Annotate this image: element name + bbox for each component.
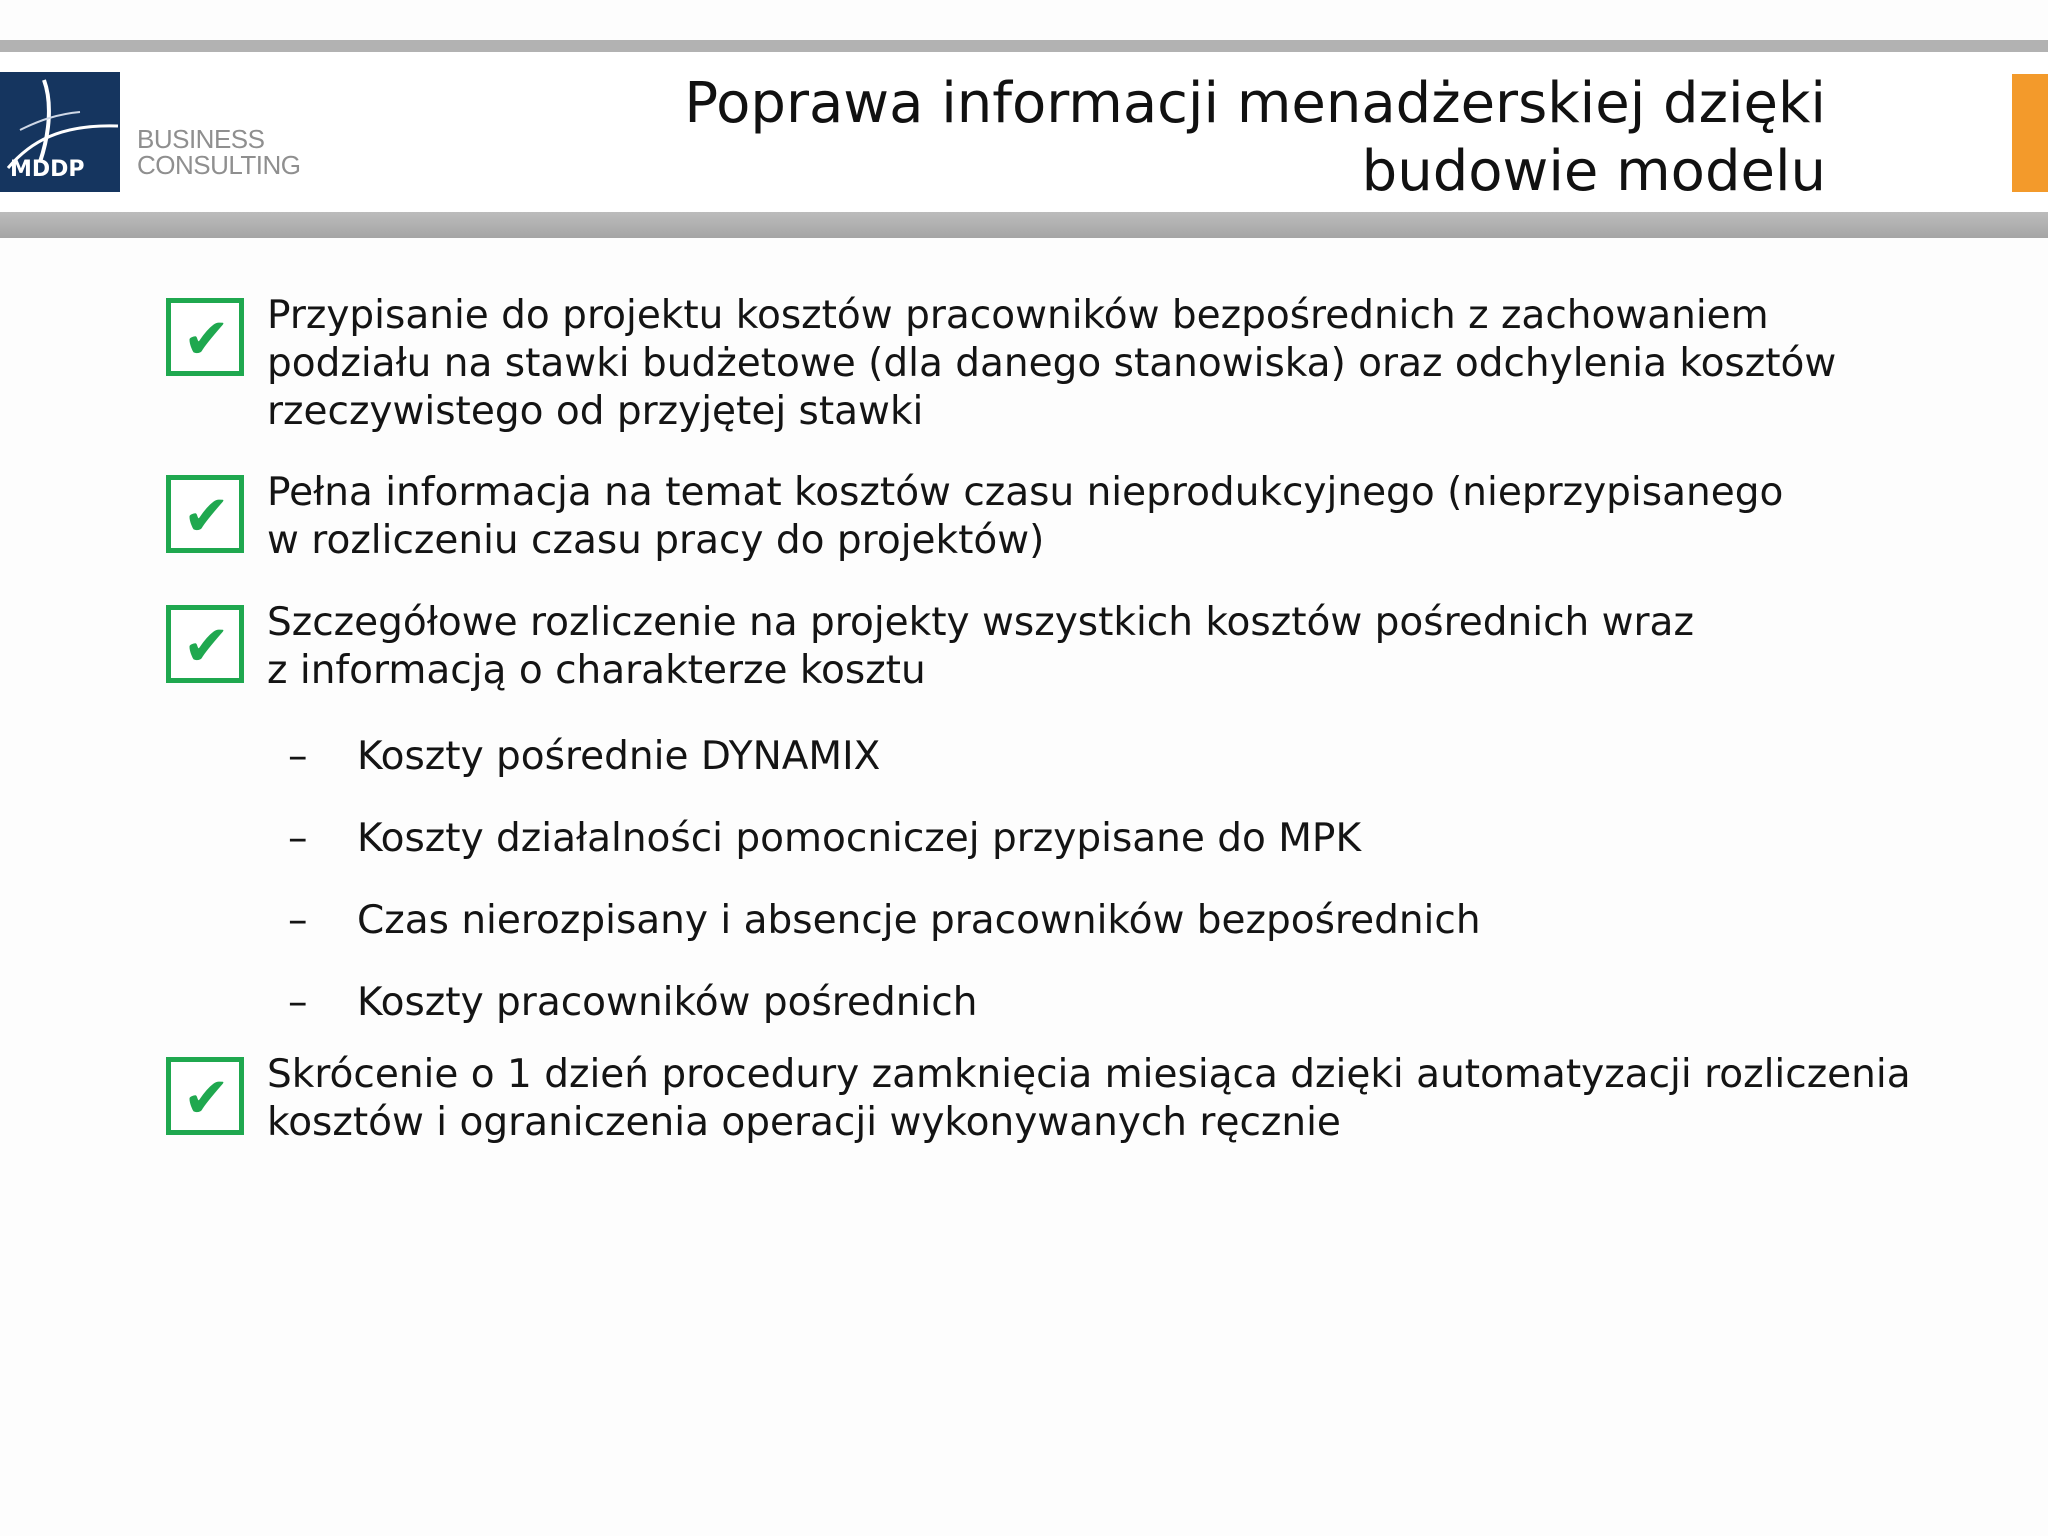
dash-bullet: – [288,734,308,779]
sub-item-text: Koszty działalności pomocniczej przypisane do MPK [357,816,1362,861]
title-line-1: Poprawa informacji menadżerskiej dzięki [684,71,1826,136]
check-item-text: Pełna informacja na temat kosztów czasu nieprodukcyjnego (nieprzypisanego w rozliczeniu czasu pracy do projektów) [267,470,1784,563]
dash-bullet: – [288,980,308,1025]
dash-bullet: – [288,816,308,861]
sub-item-text: Czas nierozpisany i absencje pracowników bezpośrednich [357,898,1481,943]
check-item-text: Skrócenie o 1 dzień procedury zamknięcia miesiąca dzięki automatyzacji rozliczenia kosztów i ograniczenia operacji wykonywanych ręcznie [267,1052,1911,1145]
check-item-text: Przypisanie do projektu kosztów pracowników bezpośrednich z zachowaniem podziału na stawki budżetowe (dla danego stanowiska) oraz odchylenia kosztów rzeczywistego od przyjętej stawki [267,293,1837,434]
logo-line-consulting: CONSULTING [137,150,301,180]
logo-mark: MDDP [10,157,85,182]
check-item-text: Szczegółowe rozliczenie na projekty wszystkich kosztów pośrednich wraz z informacją o charakterze kosztu [267,600,1694,693]
checkmark-icon: ✔ [183,614,230,679]
checkmark-icon: ✔ [183,1066,230,1131]
checkbox-checked-icon [166,298,244,376]
checkbox-checked-icon [166,605,244,683]
checkmark-icon: ✔ [183,484,230,549]
sub-item-text: Koszty pracowników pośrednich [357,980,978,1025]
checkmark-icon: ✔ [183,307,230,372]
checkbox-checked-icon [166,1057,244,1135]
sub-item-text: Koszty pośrednie DYNAMIX [357,734,881,779]
title-line-2: budowie modelu [1361,139,1826,204]
logo-line-business: BUSINESS [137,124,265,154]
checkbox-checked-icon [166,475,244,553]
dash-bullet: – [288,898,308,943]
